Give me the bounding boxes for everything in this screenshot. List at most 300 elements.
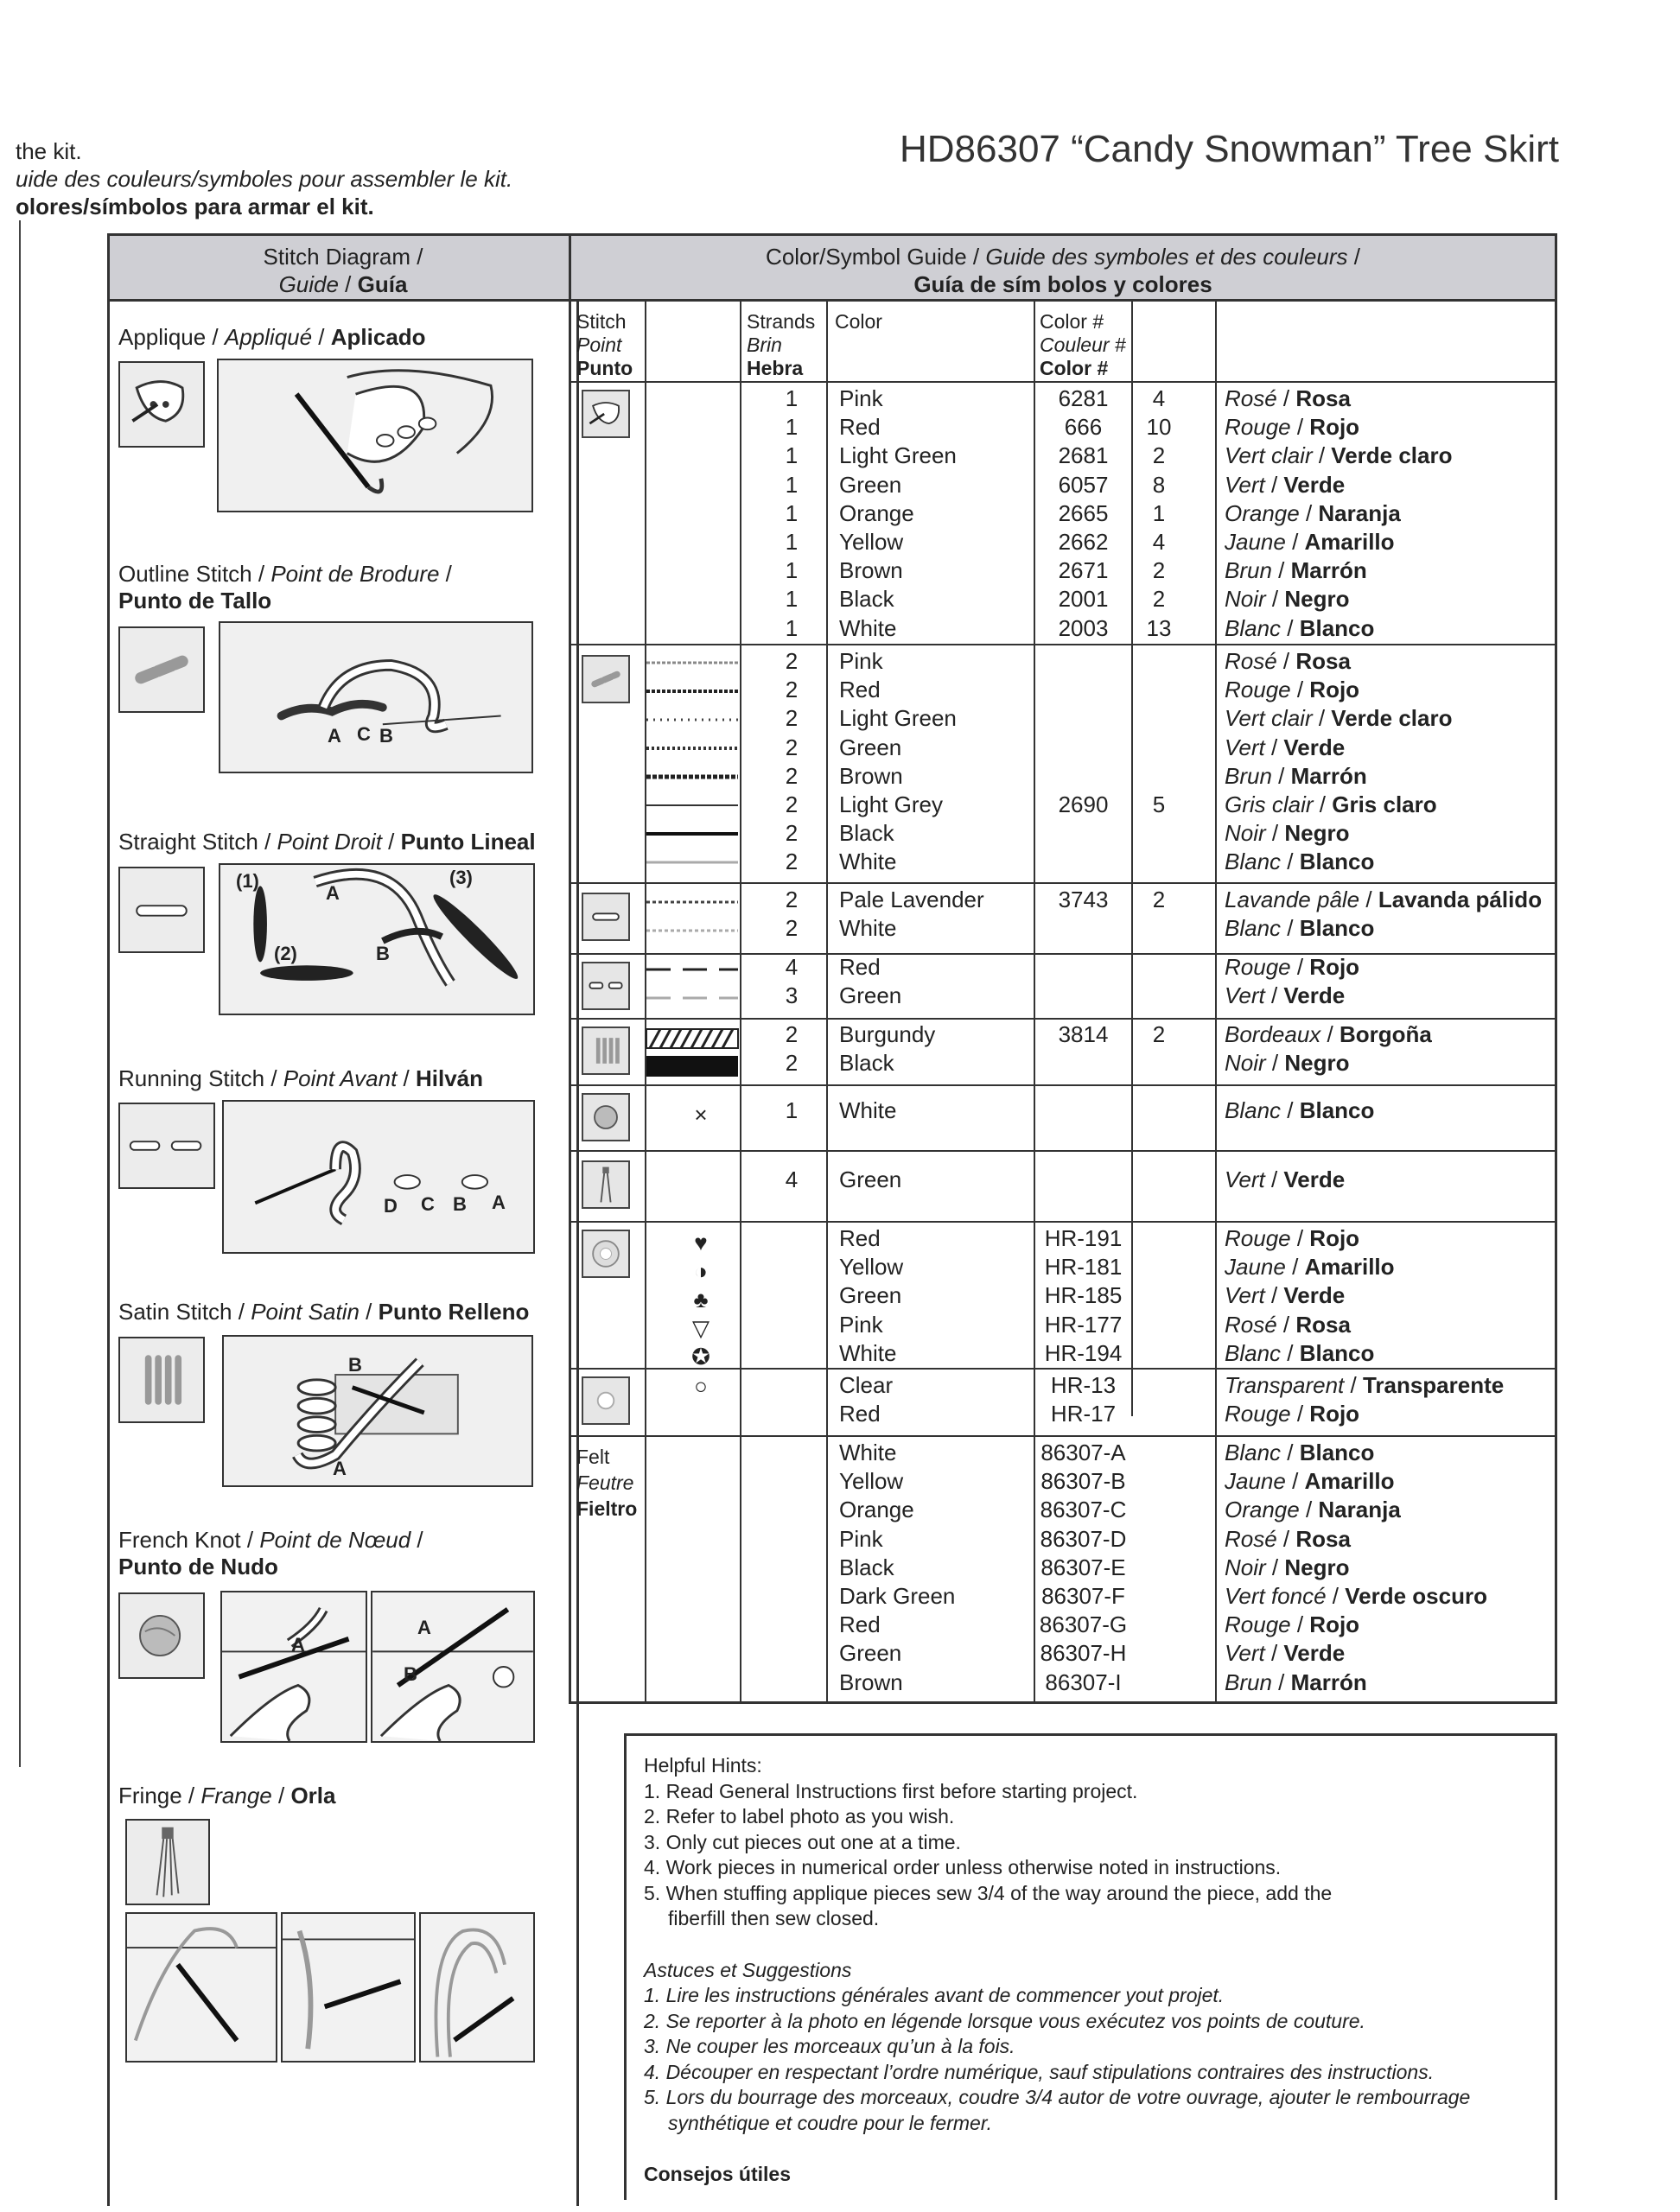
color-name: Clear	[839, 1372, 894, 1398]
straight-label-3: (3)	[449, 867, 473, 888]
strands-value: 1	[785, 414, 799, 440]
running-label-a: A	[492, 1192, 506, 1213]
skein-count: 13	[1146, 615, 1172, 641]
translation	[1225, 704, 1453, 733]
translation-es: Marrón	[1290, 763, 1367, 789]
color-name: White	[839, 1340, 897, 1366]
applique-section: Applique / Appliqué / Aplicado	[118, 324, 426, 350]
col-stitch-header	[576, 310, 633, 380]
guide-row	[571, 385, 1555, 413]
translation	[1225, 914, 1374, 943]
skein-count: 10	[1146, 414, 1172, 440]
translation	[1225, 1281, 1345, 1310]
straight-fr: Point Droit	[277, 829, 382, 855]
color-number: 2681	[1058, 442, 1109, 468]
guide-row	[571, 734, 1555, 762]
header-line-es: olores/símbolos para armar el kit.	[16, 194, 374, 219]
satin-stitch-section: Satin Stitch / Point Satin / Punto Relleno	[118, 1299, 530, 1325]
strands-value: 4	[785, 954, 799, 980]
guide-row	[571, 614, 1555, 643]
separator: /	[1265, 586, 1285, 612]
translation	[1225, 1439, 1374, 1467]
translation	[1225, 499, 1401, 528]
translation	[1225, 1311, 1351, 1339]
color-number: HR-177	[1044, 1312, 1123, 1338]
guide-row	[571, 914, 1555, 943]
guide-row	[571, 1639, 1555, 1668]
translation-fr: Orange	[1225, 1497, 1300, 1522]
translation-es: Blanco	[1299, 615, 1375, 641]
separator: /	[1271, 557, 1291, 583]
translation-es: Blanco	[1299, 1340, 1375, 1366]
straight-icon	[118, 867, 205, 953]
translation-es: Verde oscuro	[1345, 1583, 1487, 1609]
translation-fr: Jaune	[1225, 1468, 1286, 1494]
row-divider	[571, 381, 1555, 383]
color-number: 2001	[1058, 586, 1109, 612]
color-name: Black	[839, 1554, 894, 1580]
hint-en-4: 4. Work pieces in numerical order unless otherwise noted in instructions.	[644, 1856, 1282, 1878]
outline-fr: Point de Brodure	[270, 561, 440, 587]
color-name: Light Green	[839, 705, 957, 731]
translation-es: Gris claro	[1332, 791, 1437, 817]
straight-stitch-section: Straight Stitch / Point Droit / Punto Lineal	[118, 829, 536, 855]
stitch-diagram-es: Guía	[357, 271, 408, 297]
translation-fr: Vert clair	[1225, 705, 1313, 731]
color-name: Orange	[839, 500, 914, 526]
translation-fr: Rosé	[1225, 385, 1277, 411]
guide-row	[571, 819, 1555, 848]
translation-es: Verde	[1283, 472, 1346, 498]
color-name: Green	[839, 1282, 902, 1308]
strands-value: 4	[785, 1166, 799, 1192]
guide-row	[571, 1496, 1555, 1524]
separator: /	[1281, 615, 1300, 641]
row-divider	[571, 1435, 1555, 1437]
running-icon	[118, 1103, 215, 1189]
guide-row	[571, 982, 1555, 1010]
translation	[1225, 1669, 1367, 1697]
translation	[1225, 528, 1395, 556]
separator: /	[1281, 1097, 1300, 1123]
strands-value: 2	[785, 763, 799, 789]
separator: /	[1326, 1583, 1346, 1609]
header-line-fr: uide des couleurs/symboles pour assembler le kit.	[16, 166, 513, 192]
strands-value: 1	[785, 500, 799, 526]
guide-row	[571, 528, 1555, 556]
satin-icon	[118, 1337, 205, 1423]
stitch-en: Stitch	[576, 310, 627, 333]
translation-fr: Noir	[1225, 1050, 1266, 1076]
strands-value: 2	[785, 677, 799, 702]
color-number: 3743	[1058, 887, 1109, 912]
translation-fr: Brun	[1225, 763, 1272, 789]
color-number: 2665	[1058, 500, 1109, 526]
felt-es: Fieltro	[576, 1497, 638, 1520]
strands-value: 2	[785, 849, 799, 874]
stitch-fr: Point	[576, 334, 622, 356]
french-knot-icon	[118, 1592, 205, 1679]
translation	[1225, 734, 1345, 762]
knot-fr: Point de Nœud	[259, 1527, 411, 1553]
translation-es: Verde	[1283, 734, 1346, 760]
color-number: HR-191	[1044, 1225, 1123, 1251]
color-number: 6281	[1058, 385, 1109, 411]
guide-title-en: Color/Symbol Guide	[766, 244, 967, 270]
translation-fr: Vert foncé	[1225, 1583, 1327, 1609]
color-name: White	[839, 915, 897, 941]
strands-value: 1	[785, 529, 799, 555]
page-fold-line	[19, 220, 21, 1767]
translation	[1225, 1339, 1374, 1368]
color-name: Green	[839, 982, 902, 1008]
guide-row	[571, 647, 1555, 676]
fringe-diagram-1	[125, 1912, 277, 2063]
guide-row	[571, 1311, 1555, 1339]
translation-es: Borgoña	[1339, 1021, 1432, 1047]
translation-es: Negro	[1284, 1050, 1350, 1076]
applique-icon	[118, 361, 205, 448]
straight-label-1: (1)	[236, 870, 259, 892]
translation-es: Naranja	[1318, 1497, 1401, 1522]
translation	[1225, 848, 1374, 876]
separator: /	[1359, 887, 1378, 912]
color-name: Orange	[839, 1497, 914, 1522]
separator: /	[1264, 734, 1284, 760]
fringe-en: Fringe	[118, 1783, 182, 1808]
color-symbol-guide	[569, 233, 1557, 1704]
color-name: Red	[839, 954, 881, 980]
color-name: Green	[839, 1166, 902, 1192]
color-name: White	[839, 1097, 897, 1123]
running-label-b: B	[453, 1193, 467, 1215]
translation	[1225, 1400, 1359, 1428]
col-strands-header	[747, 310, 815, 380]
hint-fr-2: 2. Se reporter à la photo en légende lorsque vous exécutez vos points de couture.	[644, 2009, 1365, 2032]
translation-fr: Blanc	[1225, 915, 1282, 941]
translation-fr: Vert clair	[1225, 442, 1313, 468]
translation	[1225, 1371, 1504, 1400]
color-name: Yellow	[839, 529, 904, 555]
translation	[1225, 585, 1349, 613]
color-number: 2662	[1058, 529, 1109, 555]
skein-count: 4	[1152, 385, 1166, 411]
translation	[1225, 1582, 1487, 1611]
translation-es: Amarillo	[1304, 529, 1395, 555]
color-number: 2671	[1058, 557, 1109, 583]
guide-row	[571, 1525, 1555, 1554]
fringe-es: Orla	[290, 1783, 336, 1808]
french-knot-diagram-2	[371, 1591, 535, 1743]
translation-es: Rojo	[1309, 1225, 1360, 1251]
color-name: Light Green	[839, 442, 957, 468]
translation	[1225, 1049, 1349, 1077]
separator: /	[1344, 1372, 1363, 1398]
color-name: Green	[839, 734, 902, 760]
outline-label-a: A	[328, 725, 341, 747]
separator: /	[1313, 791, 1333, 817]
translation-es: Rojo	[1309, 414, 1360, 440]
color-number: HR-13	[1050, 1372, 1117, 1398]
translation	[1225, 1166, 1345, 1194]
row-divider	[571, 882, 1555, 884]
color-name: Red	[839, 1611, 881, 1637]
satin-label-b: B	[348, 1354, 362, 1376]
translation	[1225, 1611, 1359, 1639]
applique-es: Aplicado	[330, 324, 426, 350]
translation	[1225, 819, 1349, 848]
color-number: 86307-G	[1039, 1611, 1128, 1637]
translation-fr: Blanc	[1225, 1340, 1282, 1366]
satin-fr: Point Satin	[251, 1299, 360, 1325]
translation-es: Rojo	[1309, 1401, 1360, 1427]
guide-row	[571, 1020, 1555, 1049]
translation-fr: Brun	[1225, 1669, 1272, 1695]
translation-es: Negro	[1284, 820, 1350, 846]
guide-row	[571, 1467, 1555, 1496]
color-number: HR-185	[1044, 1282, 1123, 1308]
color-name: Red	[839, 677, 881, 702]
separator: /	[1299, 1497, 1319, 1522]
translation-es: Amarillo	[1304, 1254, 1395, 1280]
hint-fr-4: 4. Découper en respectant l’ordre numérique, sauf stipulations contraires des instructions.	[644, 2060, 1435, 2083]
translation-es: Negro	[1284, 1554, 1350, 1580]
translation	[1225, 556, 1367, 585]
satin-en: Satin Stitch	[118, 1299, 232, 1325]
color-number: 6057	[1058, 472, 1109, 498]
running-stitch-section: Running Stitch / Point Avant / Hilván	[118, 1065, 484, 1091]
color-number: 86307-I	[1045, 1669, 1122, 1695]
translation-es: Verde	[1283, 1640, 1346, 1666]
row-divider	[571, 1084, 1555, 1086]
color-name: White	[839, 615, 897, 641]
hint-en-2: 2. Refer to label photo as you wish.	[644, 1805, 955, 1827]
separator: /	[1276, 1312, 1296, 1338]
translation-fr: Gris clair	[1225, 791, 1314, 817]
color-name: White	[839, 1440, 897, 1465]
strands-value: 2	[785, 1050, 799, 1076]
color-name: White	[839, 849, 897, 874]
hints-title-fr: Astuces et Suggestions	[644, 1958, 852, 1981]
translation	[1225, 791, 1437, 819]
translation-fr: Rouge	[1225, 1225, 1291, 1251]
skein-count: 4	[1152, 529, 1166, 555]
translation-es: Marrón	[1290, 557, 1367, 583]
color-name: Brown	[839, 1669, 903, 1695]
translation-fr: Vert	[1225, 1640, 1265, 1666]
fringe-diagram-3	[419, 1912, 535, 2063]
separator: /	[1285, 1468, 1305, 1494]
cross-symbol: ×	[694, 1102, 708, 1128]
guide-row	[571, 676, 1555, 704]
translation-fr: Rouge	[1225, 954, 1291, 980]
translation	[1225, 442, 1453, 470]
guide-row	[571, 585, 1555, 613]
straight-es: Punto Lineal	[400, 829, 536, 855]
translation-fr: Rouge	[1225, 414, 1291, 440]
separator: /	[1290, 1225, 1310, 1251]
outline-label-c: C	[357, 723, 371, 745]
translation-es: Verde	[1283, 1282, 1346, 1308]
fringe-diagram-2	[281, 1912, 416, 2063]
straight-label-b: B	[376, 943, 390, 964]
guide-title-fr: Guide des symboles et des couleurs	[985, 244, 1348, 270]
color-name: Yellow	[839, 1254, 904, 1280]
knot-es: Punto de Nudo	[118, 1554, 278, 1580]
outline-en: Outline Stitch	[118, 561, 252, 587]
color-number: 2690	[1058, 791, 1109, 817]
translation-es: Blanco	[1299, 1440, 1375, 1465]
translation-fr: Vert	[1225, 982, 1265, 1008]
translation-fr: Orange	[1225, 500, 1300, 526]
color-name: Pink	[839, 1312, 883, 1338]
translation-fr: Rouge	[1225, 1401, 1291, 1427]
felt-en: Felt	[576, 1446, 610, 1468]
row-divider	[571, 1150, 1555, 1152]
translation-es: Rosa	[1295, 1526, 1351, 1552]
applique-en: Applique	[118, 324, 207, 350]
separator: /	[1276, 385, 1296, 411]
hints-title-es: Consejos útiles	[644, 2163, 791, 2185]
guide-row	[571, 1554, 1555, 1582]
translation-fr: Blanc	[1225, 1440, 1282, 1465]
color-number: 666	[1064, 414, 1103, 440]
hint-fr-5: 5. Lors du bourrage des morceaux, coudre 3/4 autor de votre ouvrage, ajouter le rembourrage	[644, 2086, 1471, 2108]
translation-fr: Blanc	[1225, 849, 1282, 874]
guide-row	[571, 1669, 1555, 1697]
skein-count: 2	[1152, 1021, 1166, 1047]
translation-es: Blanco	[1299, 849, 1375, 874]
number-en: Color #	[1040, 310, 1104, 333]
guide-row	[571, 1611, 1555, 1639]
translation-es: Rosa	[1295, 648, 1351, 674]
strands-en: Strands	[747, 310, 816, 333]
guide-row	[571, 1400, 1555, 1428]
strands-value: 1	[785, 615, 799, 641]
separator: /	[1281, 849, 1300, 874]
hint-fr-1: 1. Lire les instructions générales avant de commencer yout projet.	[644, 1984, 1225, 2006]
color-name: Pink	[839, 648, 883, 674]
hint-fr-3: 3. Ne couper les morceaux qu’un à la fois.	[644, 2035, 1015, 2057]
translation-fr: Noir	[1225, 586, 1266, 612]
color-number: 86307-B	[1040, 1468, 1126, 1494]
separator: /	[1312, 705, 1332, 731]
color-name: Pale Lavender	[839, 887, 984, 912]
hint-en-5-cont: fiberfill then sew closed.	[668, 1907, 880, 1929]
skein-count: 2	[1152, 586, 1166, 612]
translation	[1225, 1224, 1359, 1253]
translation	[1225, 1467, 1395, 1496]
row-divider	[571, 1221, 1555, 1223]
translation-fr: Rouge	[1225, 677, 1291, 702]
translation	[1225, 1554, 1349, 1582]
guide-row	[571, 1281, 1555, 1310]
separator: /	[1290, 954, 1310, 980]
hint-en-5: 5. When stuffing applique pieces sew 3/4 of the way around the piece, add the	[644, 1881, 1333, 1904]
knot2-label-b: B	[404, 1663, 417, 1685]
translation	[1225, 1496, 1401, 1524]
col-color-header: Color	[835, 310, 882, 333]
translation-es: Rojo	[1309, 677, 1360, 702]
color-name: Black	[839, 586, 894, 612]
color-number: 86307-H	[1040, 1640, 1127, 1666]
strands-value: 2	[785, 791, 799, 817]
guide-row	[571, 704, 1555, 733]
translation-fr: Brun	[1225, 557, 1272, 583]
color-number: 86307-C	[1040, 1497, 1127, 1522]
translation-fr: Blanc	[1225, 615, 1282, 641]
color-name: Black	[839, 820, 894, 846]
translation	[1225, 385, 1351, 413]
translation-fr: Transparent	[1225, 1372, 1345, 1398]
translation-es: Blanco	[1299, 915, 1375, 941]
translation-es: Verde claro	[1331, 442, 1453, 468]
translation-fr: Vert	[1225, 734, 1265, 760]
guide-row	[571, 1371, 1555, 1400]
separator: /	[1285, 529, 1305, 555]
outline-es: Punto de Tallo	[118, 588, 272, 613]
strands-value: 1	[785, 1097, 799, 1123]
separator: /	[1265, 1554, 1285, 1580]
col-number-header	[1040, 310, 1126, 380]
outline-label-b: B	[379, 725, 393, 747]
running-fr: Point Avant	[283, 1065, 398, 1091]
separator: /	[1264, 1282, 1284, 1308]
color-number: 86307-E	[1040, 1554, 1126, 1580]
color-name: Burgundy	[839, 1021, 936, 1047]
color-name: Yellow	[839, 1468, 904, 1494]
guide-row	[571, 1439, 1555, 1467]
guide-row	[571, 953, 1555, 982]
satin-diagram	[222, 1335, 533, 1487]
separator: /	[1312, 442, 1332, 468]
color-number: 2003	[1058, 615, 1109, 641]
translation-fr: Rosé	[1225, 1312, 1277, 1338]
felt-fr: Feutre	[576, 1471, 634, 1494]
color-name: Light Grey	[839, 791, 943, 817]
strands-value: 2	[785, 820, 799, 846]
straight-diagram	[219, 863, 535, 1015]
color-number: HR-194	[1044, 1340, 1123, 1366]
translation-es: Marrón	[1290, 1669, 1367, 1695]
color-name: Green	[839, 1640, 902, 1666]
translation-es: Rojo	[1309, 954, 1360, 980]
separator: /	[1264, 1640, 1284, 1666]
guide-row	[571, 442, 1555, 470]
french-knot-diagram-1	[220, 1591, 367, 1743]
skein-count: 2	[1152, 557, 1166, 583]
separator: /	[1276, 648, 1296, 674]
separator: /	[1276, 1526, 1296, 1552]
heart-symbol: ♥	[694, 1230, 708, 1255]
running-diagram	[222, 1100, 535, 1254]
guide-row	[571, 1582, 1555, 1611]
straight-label-a: A	[326, 882, 340, 904]
color-number: 86307-A	[1040, 1440, 1126, 1465]
running-label-c: C	[421, 1193, 435, 1215]
color-number: 86307-F	[1041, 1583, 1125, 1609]
straight-en: Straight Stitch	[118, 829, 258, 855]
strands-value: 2	[785, 734, 799, 760]
helpful-hints	[624, 1733, 1557, 2200]
satin-label-a: A	[333, 1458, 347, 1479]
separator: /	[338, 271, 358, 297]
hint-en-3: 3. Only cut pieces out one at a time.	[644, 1830, 961, 1853]
strands-value: 1	[785, 385, 799, 411]
translation-es: Rosa	[1295, 1312, 1351, 1338]
fringe-section: Fringe / Frange / Orla	[118, 1783, 336, 1808]
guide-row	[571, 791, 1555, 819]
